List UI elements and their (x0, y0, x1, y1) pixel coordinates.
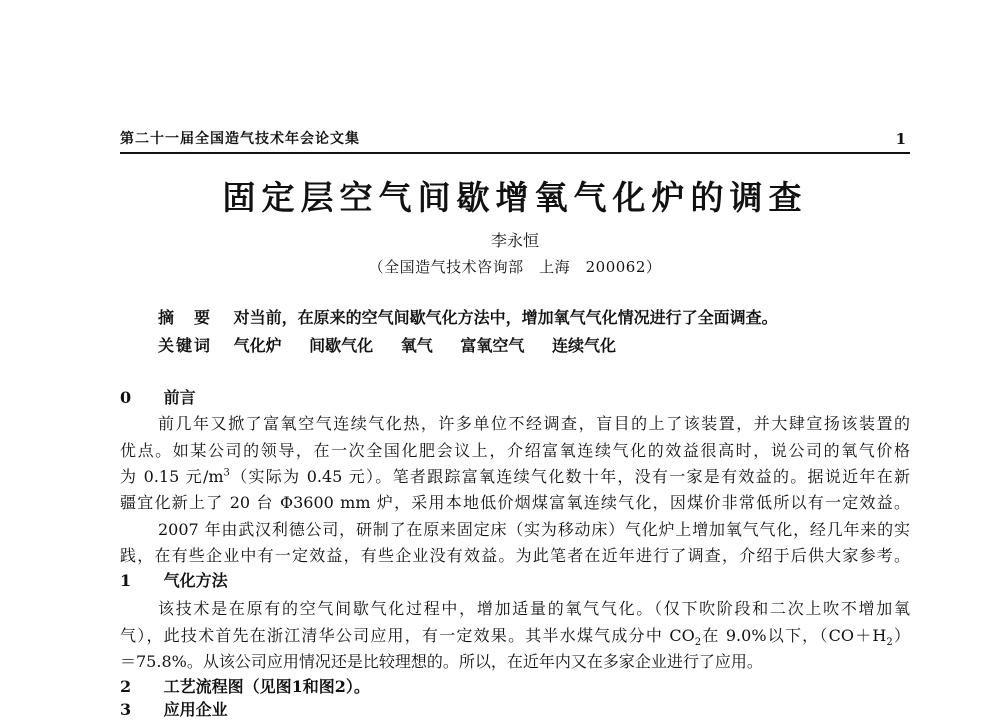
section-heading-1 (120, 568, 228, 591)
text-run: 在 9.0%以下，（CO＋H (701, 626, 887, 645)
section-number: 3 (120, 700, 132, 719)
running-title: 第二十一届全国造气技术年会论文集 (120, 131, 360, 147)
section-number: 1 (120, 571, 132, 590)
keyword: 氧气 (400, 336, 433, 355)
keyword: 连续气化 (551, 336, 616, 355)
section-heading-3 (120, 697, 228, 720)
abstract-label: 摘 要 (158, 308, 213, 327)
subscript: 2 (694, 637, 702, 649)
section-title: 工艺流程图（见图1和图2）。 (163, 677, 370, 696)
paper-title: 固定层空气间歇增氧气化炉的调查 (222, 178, 808, 217)
body-line: 前几年又掀了富氧空气连续气化热，许多单位不经调查，盲目的上了该装置，并大肆宣扬该装置的 (158, 414, 910, 433)
body-line: 2007 年由武汉利德公司，研制了在原来固定床（实为移动床）气化炉上增加氧气气化，经几年来的实 (158, 520, 910, 539)
section-number: 0 (120, 388, 132, 407)
subscript: 2 (886, 637, 893, 649)
section-heading-2 (120, 674, 370, 697)
page-number: 1 (895, 130, 906, 148)
keyword: 间歇气化 (309, 336, 374, 355)
section-heading-0 (120, 385, 196, 408)
text-run: 气），此技术首先在浙江清华公司应用，有一定效果。其半水煤气成分中 CO (120, 626, 695, 645)
section-title: 前言 (163, 388, 196, 407)
keywords (158, 333, 918, 356)
section-title: 应用企业 (163, 700, 228, 719)
body-line: 优点。如某公司的领导，在一次全国化肥会议上，介绍富氧连续气化的效益很高时，说公司的氧气价格 (120, 441, 910, 460)
section-number: 2 (120, 677, 132, 696)
body-line: ＝75.8%。从该公司应用情况还是比较理想的。所以，在近年内又在多家企业进行了应用。 (120, 652, 763, 671)
abstract (158, 305, 918, 328)
keyword: 气化炉 (233, 336, 282, 355)
body-line: 该技术是在原有的空气间歇气化过程中，增加适量的氧气气化。（仅下吹阶段和二次上吹不增加氧 (158, 599, 910, 618)
keywords-label: 关键词 (158, 336, 213, 355)
body-line: 践，在有些企业中有一定效益，有些企业没有效益。为此笔者在近年进行了调查，介绍于后供大家参考。 (120, 546, 910, 565)
affiliation: （全国造气技术咨询部 上海 200062） (368, 258, 662, 276)
body-line (120, 623, 910, 649)
superscript: 3 (223, 467, 230, 479)
text-run: ） (892, 626, 910, 645)
abstract-text: 对当前，在原来的空气间歇气化方法中，增加氧气气化情况进行了全面调查。 (233, 308, 778, 327)
section-title: 气化方法 (163, 571, 228, 590)
author: 李永恒 (490, 231, 539, 250)
body-line (120, 464, 910, 487)
body-line: 疆宜化新上了 20 台 Φ3600 mm 炉，采用本地低价烟煤富氧连续气化，因煤价非常低所以有一定效益。 (120, 493, 910, 512)
running-header (120, 126, 910, 154)
text-run: 为 0.15 元/m (120, 467, 224, 486)
keyword: 富氧空气 (460, 336, 525, 355)
text-run: （实际为 0.45 元）。笔者跟踪富氧连续气化数十年，没有一家是有效益的。据说近年在新 (229, 467, 910, 486)
